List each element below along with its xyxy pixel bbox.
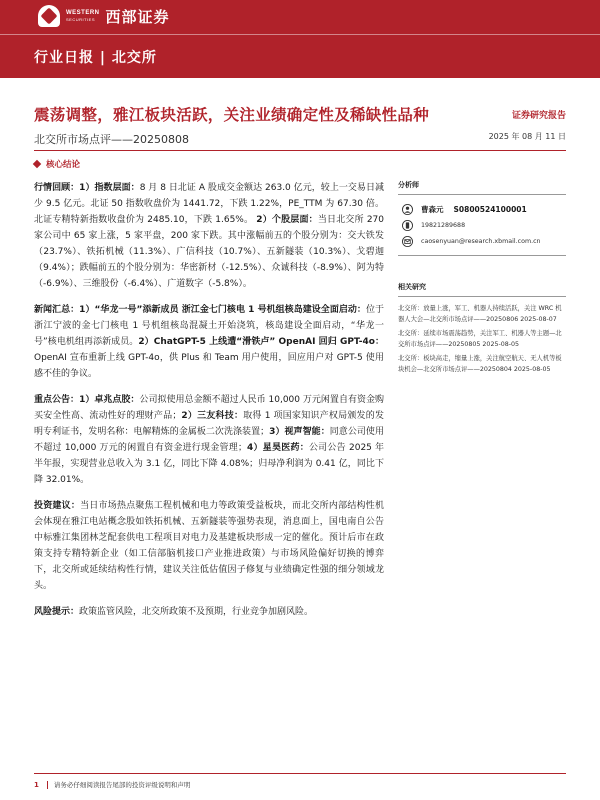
- email-icon: [402, 236, 413, 247]
- logo-mark-icon: [38, 5, 60, 27]
- analyst-name: 曹森元: [421, 204, 444, 214]
- footer-divider: [34, 773, 566, 774]
- announcement-lead-3: 3）视声智能：: [269, 427, 330, 437]
- company-logo: [38, 2, 170, 30]
- news-paragraph: [34, 302, 384, 382]
- diamond-bullet-icon: [33, 160, 41, 168]
- news-text-2: OpenAI 宣布重新上线 GPT-4o，供 Plus 和 Team 用户使用，回应用户对 GPT-5 使用感不佳的争议。: [34, 353, 384, 379]
- main-body: [34, 180, 384, 630]
- related-research-item[interactable]: 北交所：放量上涨，军工、机器人持续活跃，关注 WRC 机器人大会—北交所市场点评——20250806 2025-08-07: [398, 305, 562, 323]
- investment-advice-paragraph: [34, 498, 384, 594]
- analyst-license-id: S0800524100001: [453, 204, 527, 214]
- announcement-text-3: 同意公司使用不超过 10,000 万元的闲置自有资金进行现金管理；: [34, 427, 384, 453]
- report-type: 行业日报 | 北交所: [34, 50, 157, 66]
- report-subtitle: 北交所市场点评——20250808: [34, 133, 189, 146]
- related-research-item[interactable]: 北交所：板块高走，缩量上涨，关注航空航天、无人机等板块机会—北交所市场点评——20250804 2025-08-05: [398, 355, 562, 373]
- announcement-text-2: 取得 1 项国家知识产权局颁发的发明专利证书，发明名称：电解精炼的金属板二次洗涤装置；: [34, 411, 384, 437]
- announcement-text-1: 公司拟使用总金额不超过人民币 10,000 万元闲置自有资金购买安全性高、流动性好的理财产品；: [34, 395, 384, 421]
- stock-level-lead: 2）个股层面：: [256, 215, 318, 225]
- market-review-text: 8 月 8 日北证 A 股成交金额达 263.0 亿元，较上一交易日减少 9.5 亿元。北证 50 指数收盘价为 1441.72，下跌 1.22%，PE_TTM 为 67.30 倍。北证专精特新指数收盘价为 2485.10，下跌 1.65%。: [34, 183, 384, 225]
- risk-warning-text: 政策监管风险，北交所政策不及预期，行业竞争加剧风险。: [79, 607, 314, 617]
- market-review-lead: 行情回顾：1）指数层面：: [34, 183, 140, 193]
- sidebar: [398, 180, 566, 378]
- logo-english-sub: SECURITIES: [66, 17, 96, 22]
- investment-advice-text: 当日市场热点聚焦工程机械和电力等政策受益板块，而北交所内部结构性机会体现在雅江电站概念股如铁拓机械、五新隧装等强势表现，消息面上，国电南自公告中标雅江集团林芝配套供电工程项目对电力及基建板块形成一定的催化。预计后市在政策支持专精特新企业（如工信部脑机接口产业推进政策）与市场风险偏好切换的博弈下，北交所或延续结构性行情，建议关注低估值因子修复与业绩确定性强的细分领域龙头。: [34, 501, 384, 591]
- header-band: [0, 0, 600, 78]
- logo-english: WESTERN: [66, 10, 100, 16]
- announcements-paragraph: [34, 392, 384, 488]
- analyst-phone[interactable]: 19821289688: [421, 221, 466, 229]
- investment-advice-lead: 投资建议：: [34, 501, 81, 511]
- related-research-heading: 相关研究: [398, 282, 566, 297]
- logo-chinese: 西部证券: [105, 7, 170, 26]
- analyst-name-row: [398, 201, 566, 217]
- title-divider: [34, 150, 566, 151]
- analyst-phone-row: [398, 217, 566, 233]
- market-review-paragraph: [34, 180, 384, 292]
- sidebar-divider: [398, 255, 566, 256]
- news-lead-2: 2）ChatGPT-5 上线遭“滑铁卢” OpenAI 回归 GPT-4o：: [138, 337, 384, 347]
- person-icon: [402, 204, 413, 215]
- phone-icon: [402, 220, 413, 231]
- analyst-email-row: [398, 233, 566, 249]
- report-date: 2025 年 08 月 11 日: [488, 132, 566, 141]
- sidebar-spacer: [398, 262, 566, 282]
- announcement-lead-4: 4）星昊医药：: [247, 443, 309, 453]
- news-text-1: 位于浙江宁波的金七门核电 1 号机组核岛混凝土开始浇筑，核岛建设全面启动，“华龙一号”核电机组再添新成员。: [34, 305, 384, 347]
- analyst-email[interactable]: caosenyuan@research.xbmail.com.cn: [421, 237, 541, 245]
- section-heading-text: 核心结论: [46, 160, 81, 170]
- page-number: 1: [34, 780, 39, 789]
- footer-separator: [47, 781, 48, 789]
- footer-disclaimer: 请务必仔细阅读报告尾部的投资评级说明和声明: [53, 781, 191, 789]
- analyst-heading: 分析师: [398, 180, 566, 195]
- stock-level-text: 当日北交所 270 家公司中 65 家上涨，5 家平盘，200 家下跌。其中涨幅前五的个股分别为：交大铁发（23.7%）、铁拓机械（11.3%）、广信科技（10.7%）、五新隧装（10.3%）、戈碧迦（9.4%）；跌幅前五的个股分别为：华密新材（-12.5%）、众诚科技（-8.9%）、阿为特（-6.9%）、三维股份（-6.4%）、广道数字（-5.8%）。: [34, 215, 384, 289]
- footer: [34, 780, 190, 789]
- report-title: 震荡调整，雅江板块活跃，关注业绩确定性及稀缺性品种: [34, 106, 430, 124]
- announcement-text-4: 公司公告 2025 年半年报，实现营业总收入为 3.1 亿，同比下降 4.08%；归母净利润为 0.41 亿，同比下降 32.01%。: [34, 443, 384, 485]
- announcement-lead-2: 2）三友科技：: [181, 411, 244, 421]
- research-label: 证券研究报告: [511, 111, 566, 121]
- related-research-item[interactable]: 北交所：延续市场震荡趋势，关注军工、机器人等主题—北交所市场点评——20250805 2025-08-05: [398, 330, 562, 348]
- news-lead-1: 新闻汇总：1）“华龙一号”添新成员 浙江金七门核电 1 号机组核岛建设全面启动：: [34, 305, 366, 315]
- risk-warning-paragraph: [34, 604, 384, 620]
- header-divider: [0, 34, 600, 35]
- announcement-lead-1: 重点公告：1）卓兆点胶：: [34, 395, 140, 405]
- risk-warning-lead: 风险提示：: [34, 607, 80, 617]
- section-heading: [34, 158, 80, 170]
